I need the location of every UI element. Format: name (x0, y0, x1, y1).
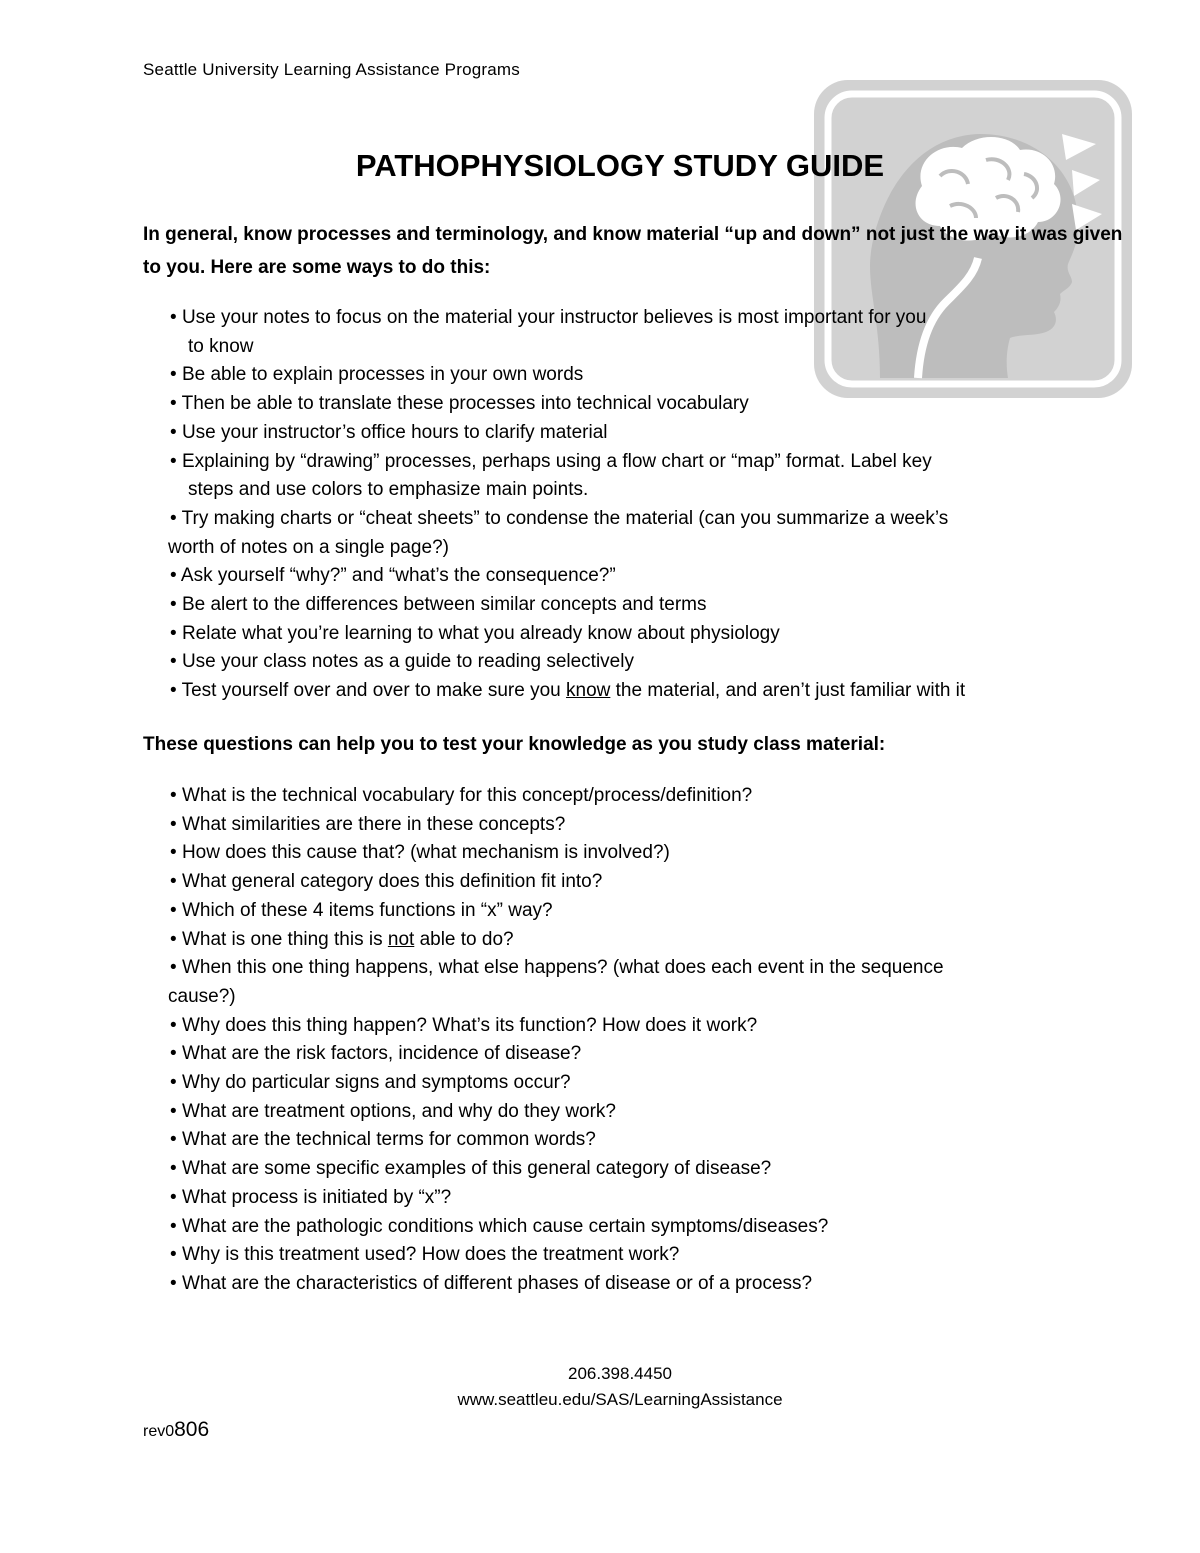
list-item: • Then be able to translate these processes into technical vocabulary (170, 393, 749, 415)
list-item: • What is one thing this is not able to do? (170, 928, 514, 950)
questions-heading: These questions can help you to test your knowledge as you study class material: (143, 734, 886, 755)
bullet: • (170, 1043, 177, 1065)
list-item: • What general category does this definition fit into? (170, 871, 603, 893)
bullet: • (170, 565, 177, 587)
bullet: • (170, 1215, 177, 1237)
emphasis-not: not (387, 928, 415, 950)
footer-url[interactable]: www.seattleu.edu/SAS/LearningAssistance (457, 1390, 783, 1409)
list-item: • Use your notes to focus on the material your instructor believes is most important for you to know (170, 307, 927, 357)
bullet: • (170, 871, 177, 893)
bullet: • (170, 450, 177, 472)
bullet: • (170, 1158, 177, 1180)
list-item: • What are the pathologic conditions which cause certain symptoms/diseases? (170, 1215, 829, 1237)
bullet: • (170, 307, 177, 328)
bullet: • (170, 785, 177, 806)
revision-label: rev0806 (143, 1418, 210, 1441)
bullet: • (170, 1186, 177, 1208)
list-item: • What are treatment options, and why do they work? (170, 1100, 616, 1122)
bullet: • (170, 393, 177, 415)
bullet: • (170, 1244, 177, 1266)
bullet: • (170, 1014, 177, 1036)
list-item: • What are some specific examples of this general category of disease? (170, 1158, 772, 1180)
list-item: • Relate what you’re learning to what you already know about physiology (170, 622, 780, 644)
list-item: • Why does this thing happen? What’s its function? How does it work? (170, 1014, 758, 1036)
intro-paragraph: In general, know processes and terminology, and know material “up and down” not just the way it was given to you. Here are some ways to do this: (143, 224, 1123, 278)
bullet: • (170, 1072, 177, 1094)
bullet: • (170, 364, 177, 386)
list-item: • Which of these 4 items functions in “x” way? (170, 899, 553, 921)
bullet: • (170, 507, 177, 529)
bullet: • (170, 622, 177, 644)
emphasis-know: know (566, 680, 611, 702)
bullet: • (170, 899, 177, 921)
bullet: • (170, 594, 177, 616)
page-header: Seattle University Learning Assistance Programs (143, 60, 520, 79)
list-item: • What are the risk factors, incidence of disease? (170, 1043, 582, 1065)
list-item: • What is the technical vocabulary for this concept/process/definition? (170, 785, 753, 806)
bullet: • (170, 813, 177, 835)
list-item: • Why is this treatment used? How does the treatment work? (170, 1244, 680, 1266)
bullet: • (170, 928, 177, 950)
list-item: • What are the characteristics of different phases of disease or of a process? (170, 1272, 813, 1294)
list-item: • Why do particular signs and symptoms occur? (170, 1072, 571, 1094)
bullet: • (170, 651, 177, 673)
page-title: PATHOPHYSIOLOGY STUDY GUIDE (355, 148, 885, 183)
list-item: • How does this cause that? (what mechanism is involved?) (170, 842, 670, 864)
bullet: • (170, 680, 177, 702)
list-item: • Use your class notes as a guide to reading selectively (170, 651, 634, 673)
bullet: • (170, 421, 177, 443)
bullet: • (170, 1100, 177, 1122)
bullet: • (170, 1129, 177, 1151)
list-item: • Be able to explain processes in your own words (170, 364, 584, 386)
list-item: • When this one thing happens, what else happens? (what does each event in the sequence cause?) (168, 957, 944, 1007)
list-item: • Be alert to the differences between similar concepts and terms (170, 594, 707, 616)
study-tips-list (170, 304, 1100, 706)
footer-phone: 206.398.4450 (568, 1364, 672, 1383)
list-item: • Ask yourself “why?” and “what’s the consequence?” (170, 565, 616, 587)
list-item: • Try making charts or “cheat sheets” to condense the material (can you summarize a week’s worth of notes on a single page?) (168, 507, 949, 558)
list-item: • Test yourself over and over to make sure you know the material, and aren’t just familiar with it (170, 680, 966, 702)
bullet: • (170, 842, 177, 864)
list-item: • What are the technical terms for common words? (170, 1129, 596, 1151)
list-item: • What similarities are there in these concepts? (170, 813, 566, 835)
list-item: • What process is initiated by “x”? (170, 1186, 452, 1208)
bullet: • (170, 1272, 177, 1294)
bullet: • (170, 957, 177, 979)
questions-list (170, 782, 1100, 1299)
list-item: • Use your instructor’s office hours to clarify material (170, 421, 608, 443)
list-item: • Explaining by “drawing” processes, perhaps using a flow chart or “map” format. Label key steps and use colors to emphasize main points. (170, 450, 932, 501)
